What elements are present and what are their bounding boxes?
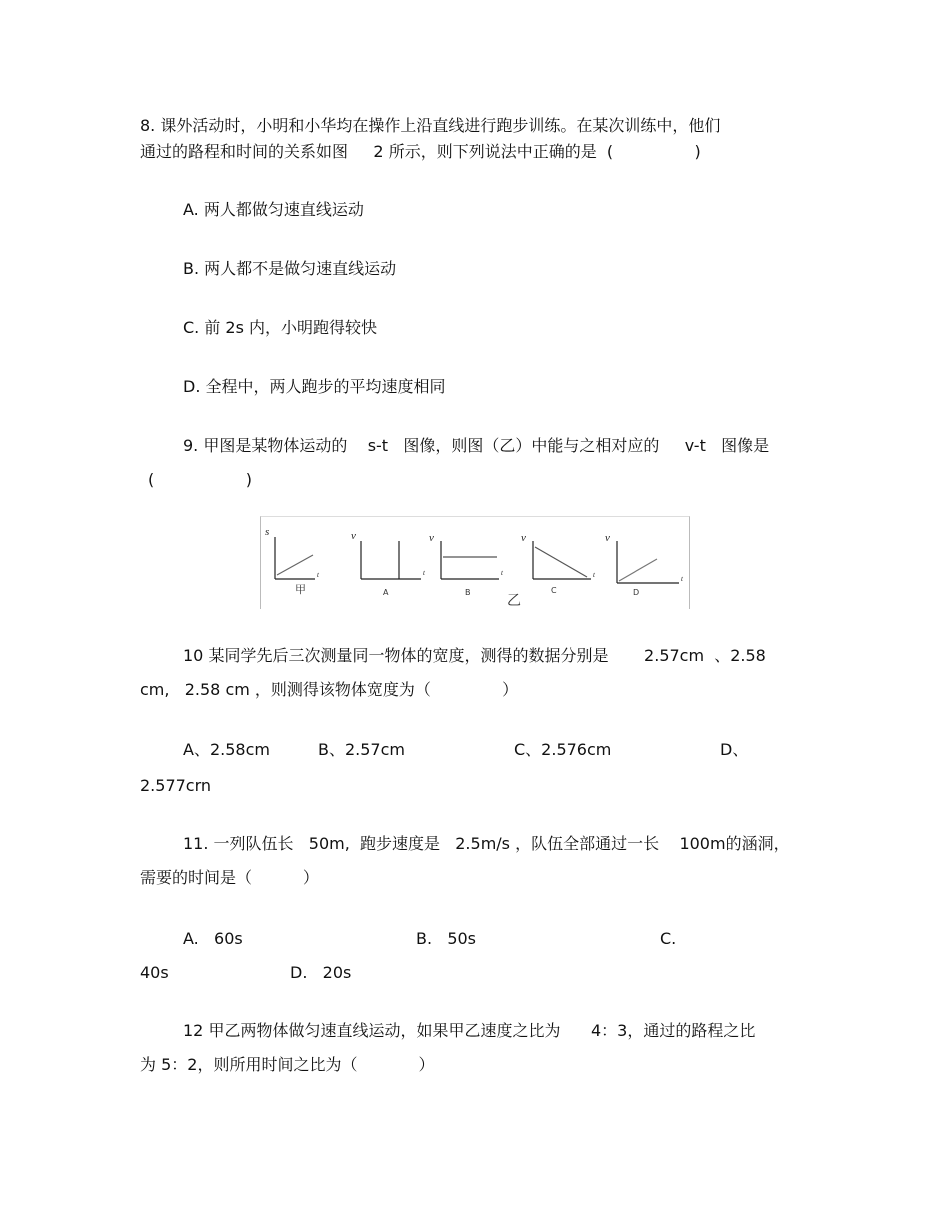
q11-stem-line-1: 11. 一列队伍长 50m, 跑步速度是 2.5m/s ，队伍全部通过一长 100m的涵洞， bbox=[183, 834, 790, 853]
yi-caption: 乙 bbox=[507, 593, 521, 609]
q8-stem-line-1: 8. 课外活动时，小明和小华均在操作上沿直线进行跑步训练。在某次训练中，他们 bbox=[140, 116, 721, 135]
c-caption: C bbox=[551, 586, 557, 595]
graph-d-line bbox=[619, 559, 657, 581]
jia-caption: 甲 bbox=[295, 583, 306, 596]
q9-graph-figure bbox=[260, 516, 690, 609]
a-caption: A bbox=[383, 588, 389, 597]
q10-option-d-value: 2.577crn bbox=[140, 776, 212, 795]
b-y-label: v bbox=[429, 532, 434, 544]
q11-option-c-value: 40s bbox=[140, 963, 169, 982]
q10-stem-line-2: cm, 2.58 cm ，则测得该物体宽度为（ ） bbox=[140, 680, 519, 699]
q11-option-c: C. bbox=[660, 929, 677, 948]
q11-stem-line-2: 需要的时间是（ ） bbox=[140, 868, 319, 887]
q9-stem-line-2: ( ) bbox=[148, 470, 253, 489]
jia-x-label: t bbox=[317, 571, 319, 579]
graph-c-line bbox=[535, 547, 587, 577]
d-x-label: t bbox=[681, 575, 683, 583]
a-x-label: t bbox=[423, 569, 425, 577]
d-y-label: v bbox=[605, 532, 610, 544]
q9-graphs-svg bbox=[261, 517, 689, 609]
q10-stem-line-1: 10 某同学先后三次测量同一物体的宽度，测得的数据分别是 2.57cm 、2.58 bbox=[183, 646, 766, 665]
q9-stem-line-1: 9. 甲图是某物体运动的 s-t 图像，则图（乙）中能与之相对应的 v-t 图像是 bbox=[183, 436, 770, 455]
q12-stem-line-1: 12 甲乙两物体做匀速直线运动，如果甲乙速度之比为 4：3，通过的路程之比 bbox=[183, 1021, 756, 1040]
q10-option-d: D、 bbox=[720, 740, 749, 759]
q10-option-c: C、2.576cm bbox=[514, 740, 612, 759]
jia-y-label: s bbox=[265, 526, 270, 538]
q8-option-d: D. 全程中，两人跑步的平均速度相同 bbox=[183, 377, 446, 396]
a-y-label: v bbox=[351, 530, 356, 542]
q8-option-c: C. 前 2s 内，小明跑得较快 bbox=[183, 318, 378, 337]
c-x-label: t bbox=[593, 571, 595, 579]
c-y-label: v bbox=[521, 532, 526, 544]
q10-option-b: B、2.57cm bbox=[318, 740, 405, 759]
q8-option-a: A. 两人都做匀速直线运动 bbox=[183, 200, 364, 219]
q11-option-a: A. 60s bbox=[183, 929, 243, 948]
d-caption: D bbox=[633, 588, 640, 597]
b-caption: B bbox=[465, 588, 471, 597]
jia-line bbox=[277, 555, 313, 575]
q8-stem-line-2: 通过的路程和时间的关系如图 2 所示，则下列说法中正确的是 ( ) bbox=[140, 142, 701, 161]
q10-option-a: A、2.58cm bbox=[183, 740, 270, 759]
q12-stem-line-2: 为 5：2，则所用时间之比为（ ） bbox=[140, 1055, 435, 1074]
q11-option-b: B. 50s bbox=[416, 929, 477, 948]
q8-option-b: B. 两人都不是做匀速直线运动 bbox=[183, 259, 397, 278]
b-x-label: t bbox=[501, 569, 503, 577]
q11-option-d: D. 20s bbox=[290, 963, 352, 982]
